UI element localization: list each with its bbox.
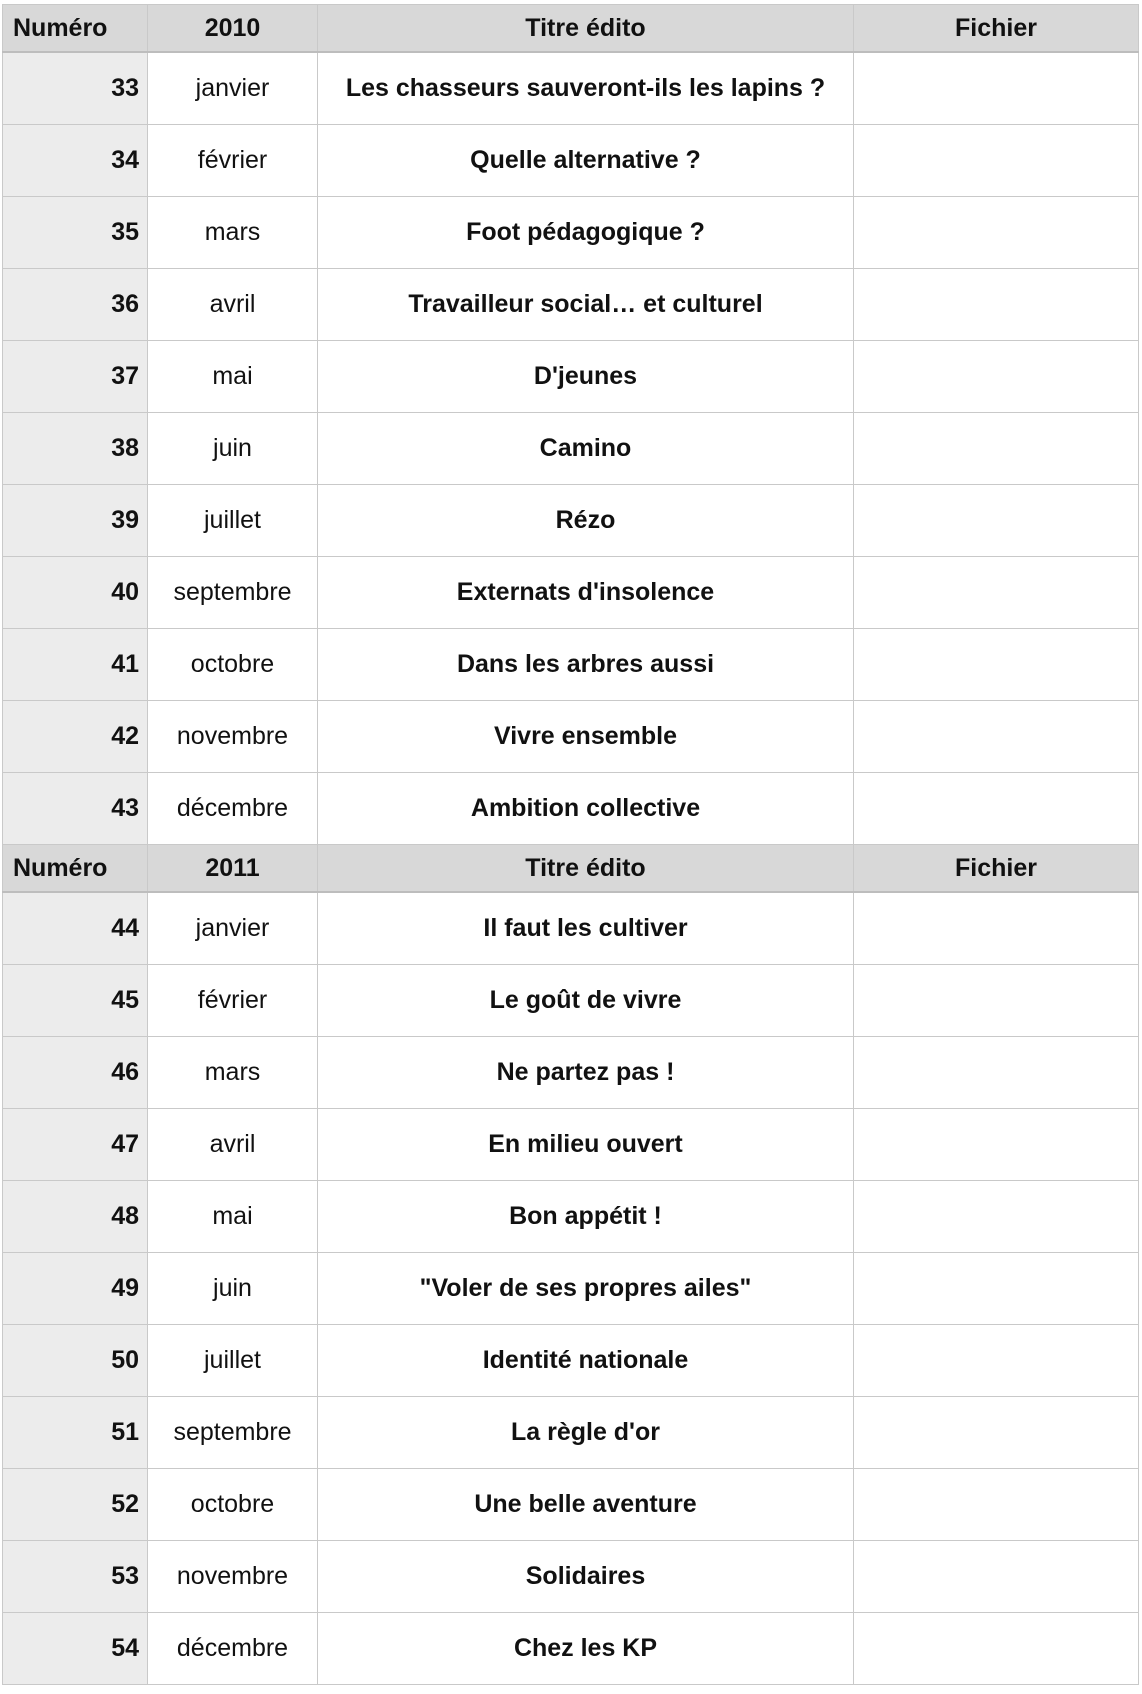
cell-numero[interactable]: 52 [3,1469,148,1541]
cell-fichier[interactable] [854,52,1139,125]
cell-fichier[interactable] [854,629,1139,701]
table-row [3,1541,1139,1613]
cell-titre[interactable]: Identité nationale [318,1325,854,1397]
table-row [3,1037,1139,1109]
cell-titre[interactable]: Travailleur social… et culturel [318,269,854,341]
cell-mois[interactable]: juillet [148,1325,318,1397]
cell-fichier[interactable] [854,485,1139,557]
cell-mois[interactable]: septembre [148,1397,318,1469]
cell-titre[interactable]: Solidaires [318,1541,854,1613]
cell-numero[interactable]: 38 [3,413,148,485]
cell-numero[interactable]: 47 [3,1109,148,1181]
cell-numero[interactable]: 51 [3,1397,148,1469]
cell-mois[interactable]: décembre [148,773,318,845]
cell-mois[interactable]: février [148,125,318,197]
cell-titre[interactable]: Dans les arbres aussi [318,629,854,701]
cell-titre[interactable]: D'jeunes [318,341,854,413]
column-header-titre[interactable]: Titre édito [318,5,854,53]
cell-fichier[interactable] [854,1613,1139,1685]
cell-fichier[interactable] [854,773,1139,845]
cell-numero[interactable]: 49 [3,1253,148,1325]
cell-titre[interactable]: En milieu ouvert [318,1109,854,1181]
cell-numero[interactable]: 53 [3,1541,148,1613]
cell-titre[interactable]: "Voler de ses propres ailes" [318,1253,854,1325]
table-row [3,557,1139,629]
cell-mois[interactable]: mai [148,1181,318,1253]
cell-titre[interactable]: Externats d'insolence [318,557,854,629]
column-header-year[interactable]: 2010 [148,5,318,53]
column-header-fichier[interactable]: Fichier [854,845,1139,893]
table-row [3,1613,1139,1685]
cell-titre[interactable]: Ne partez pas ! [318,1037,854,1109]
cell-fichier[interactable] [854,197,1139,269]
table-row [3,965,1139,1037]
edito-table [2,4,1139,1685]
cell-titre[interactable]: Il faut les cultiver [318,892,854,965]
cell-numero[interactable]: 39 [3,485,148,557]
table-row [3,52,1139,125]
table-row [3,773,1139,845]
cell-numero[interactable]: 50 [3,1325,148,1397]
table-row [3,629,1139,701]
cell-titre[interactable]: Rézo [318,485,854,557]
cell-numero[interactable]: 42 [3,701,148,773]
table-row [3,701,1139,773]
header-row [3,845,1139,893]
cell-mois[interactable]: septembre [148,557,318,629]
table-row [3,485,1139,557]
cell-titre[interactable]: Ambition collective [318,773,854,845]
cell-titre[interactable]: Une belle aventure [318,1469,854,1541]
cell-titre[interactable]: Le goût de vivre [318,965,854,1037]
cell-mois[interactable]: juin [148,1253,318,1325]
table-row [3,1181,1139,1253]
cell-fichier[interactable] [854,125,1139,197]
cell-numero[interactable]: 33 [3,52,148,125]
column-header-numero[interactable]: Numéro [3,845,148,893]
cell-mois[interactable]: avril [148,1109,318,1181]
table-row [3,1325,1139,1397]
cell-fichier[interactable] [854,341,1139,413]
cell-numero[interactable]: 48 [3,1181,148,1253]
cell-titre[interactable]: Foot pédagogique ? [318,197,854,269]
cell-mois[interactable]: décembre [148,1613,318,1685]
table-row [3,341,1139,413]
cell-mois[interactable]: octobre [148,1469,318,1541]
cell-numero[interactable]: 44 [3,892,148,965]
column-header-year[interactable]: 2011 [148,845,318,893]
cell-numero[interactable]: 35 [3,197,148,269]
cell-fichier[interactable] [854,1397,1139,1469]
cell-titre[interactable]: Les chasseurs sauveront-ils les lapins ? [318,52,854,125]
cell-fichier[interactable] [854,1109,1139,1181]
cell-mois[interactable]: mai [148,341,318,413]
table-row [3,197,1139,269]
table-row [3,1253,1139,1325]
cell-mois[interactable]: février [148,965,318,1037]
cell-numero[interactable]: 45 [3,965,148,1037]
column-header-fichier[interactable]: Fichier [854,5,1139,53]
cell-mois[interactable]: juillet [148,485,318,557]
cell-fichier[interactable] [854,892,1139,965]
column-header-numero[interactable]: Numéro [3,5,148,53]
table-row [3,125,1139,197]
cell-mois[interactable]: mars [148,197,318,269]
cell-numero[interactable]: 46 [3,1037,148,1109]
cell-mois[interactable]: octobre [148,629,318,701]
cell-mois[interactable]: janvier [148,52,318,125]
cell-numero[interactable]: 37 [3,341,148,413]
cell-titre[interactable]: Quelle alternative ? [318,125,854,197]
cell-numero[interactable]: 41 [3,629,148,701]
cell-fichier[interactable] [854,1541,1139,1613]
cell-fichier[interactable] [854,1037,1139,1109]
table-row [3,892,1139,965]
header-row [3,5,1139,53]
cell-mois[interactable]: novembre [148,1541,318,1613]
table-row [3,1397,1139,1469]
cell-mois[interactable]: avril [148,269,318,341]
table-row [3,1109,1139,1181]
cell-numero[interactable]: 43 [3,773,148,845]
column-header-titre[interactable]: Titre édito [318,845,854,893]
cell-titre[interactable]: Vivre ensemble [318,701,854,773]
cell-titre[interactable]: Bon appétit ! [318,1181,854,1253]
cell-mois[interactable]: mars [148,1037,318,1109]
cell-fichier[interactable] [854,1181,1139,1253]
cell-numero[interactable]: 54 [3,1613,148,1685]
cell-mois[interactable]: novembre [148,701,318,773]
cell-titre[interactable]: Camino [318,413,854,485]
cell-fichier[interactable] [854,557,1139,629]
cell-numero[interactable]: 36 [3,269,148,341]
cell-fichier[interactable] [854,1325,1139,1397]
cell-fichier[interactable] [854,701,1139,773]
cell-fichier[interactable] [854,269,1139,341]
cell-mois[interactable]: juin [148,413,318,485]
cell-fichier[interactable] [854,413,1139,485]
table-row [3,1469,1139,1541]
cell-titre[interactable]: Chez les KP [318,1613,854,1685]
cell-numero[interactable]: 40 [3,557,148,629]
cell-fichier[interactable] [854,1253,1139,1325]
table-row [3,413,1139,485]
cell-fichier[interactable] [854,965,1139,1037]
cell-numero[interactable]: 34 [3,125,148,197]
cell-titre[interactable]: La règle d'or [318,1397,854,1469]
table-row [3,269,1139,341]
cell-fichier[interactable] [854,1469,1139,1541]
cell-mois[interactable]: janvier [148,892,318,965]
